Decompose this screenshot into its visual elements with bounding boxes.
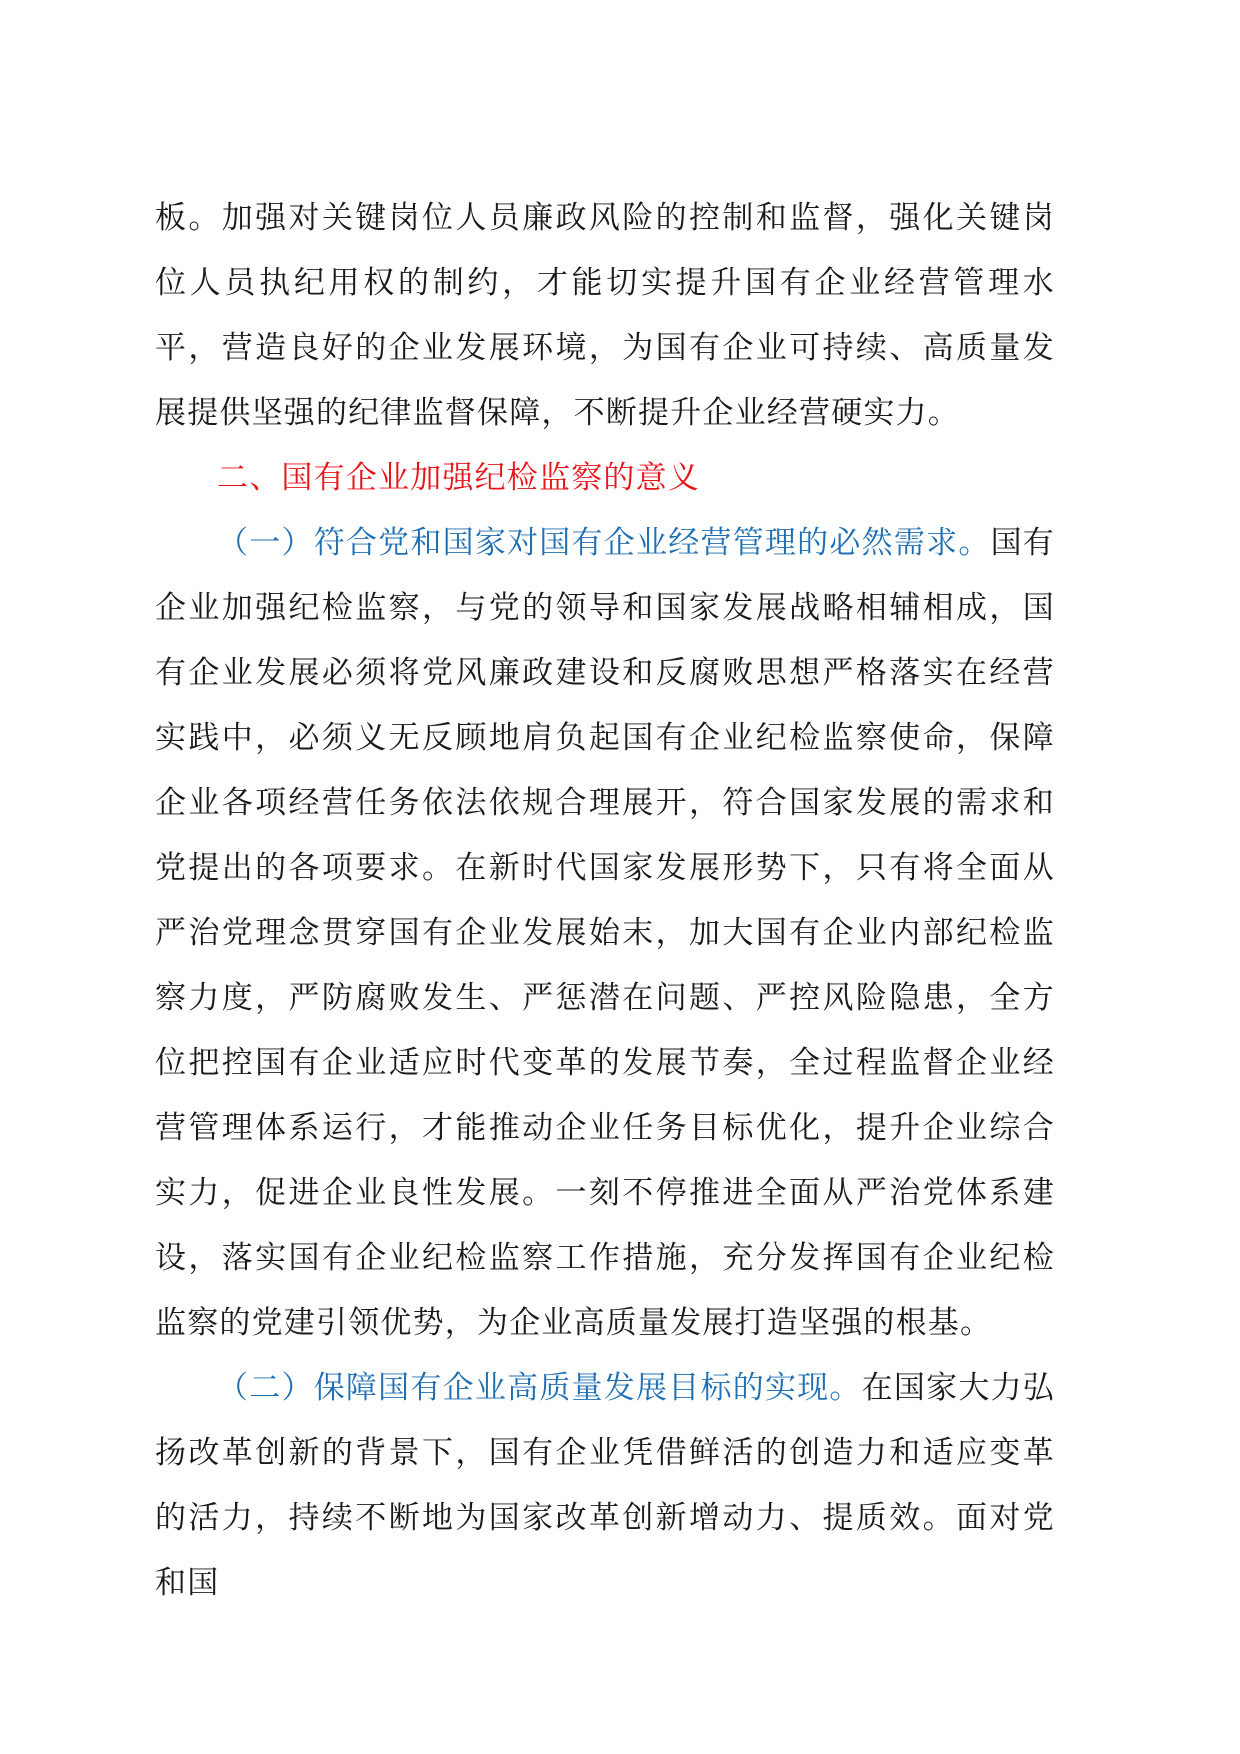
subsection-1-title: （一）符合党和国家对国有企业经营管理的必然需求。 — [217, 525, 991, 561]
subsection-2-title: （二）保障国有企业高质量发展目标的实现。 — [217, 1370, 862, 1406]
continued-paragraph: 板。加强对关键岗位人员廉政风险的控制和监督，强化关键岗位人员执纪用权的制约，才能切实提升国有企业经营管理水平，营造良好的企业发展环境，为国有企业可持续、高质量发展提供坚强的纪律监督保障，不断提升企业经营硬实力。 — [155, 200, 1055, 431]
subsection-2-paragraph — [155, 1356, 1055, 1616]
document-body — [155, 186, 1055, 1616]
subsection-1-body: 国有企业加强纪检监察，与党的领导和国家发展战略相辅相成，国有企业发展必须将党风廉政建设和反腐败思想严格落实在经营实践中，必须义无反顾地肩负起国有企业纪检监察使命，保障企业各项经营任务依法依规合理展开，符合国家发展的需求和党提出的各项要求。在新时代国家发展形势下，只有将全面从严治党理念贯穿国有企业发展始末，加大国有企业内部纪检监察力度，严防腐败发生、严惩潜在问题、严控风险隐患，全方位把控国有企业适应时代变革的发展节奏，全过程监督企业经营管理体系运行，才能推动企业任务目标优化，提升企业综合实力，促进企业良性发展。一刻不停推进全面从严治党体系建设，落实国有企业纪检监察工作措施，充分发挥国有企业纪检监察的党建引领优势，为企业高质量发展打造坚强的根基。 — [155, 525, 1055, 1341]
section-heading: 二、国有企业加强纪检监察的意义 — [217, 460, 700, 496]
subsection-1-paragraph — [155, 511, 1055, 1356]
subsection-2-body: 在国家大力弘扬改革创新的背景下，国有企业凭借鲜活的创造力和适应变革的活力，持续不断地为国家改革创新增动力、提质效。面对党和国 — [155, 1370, 1055, 1601]
